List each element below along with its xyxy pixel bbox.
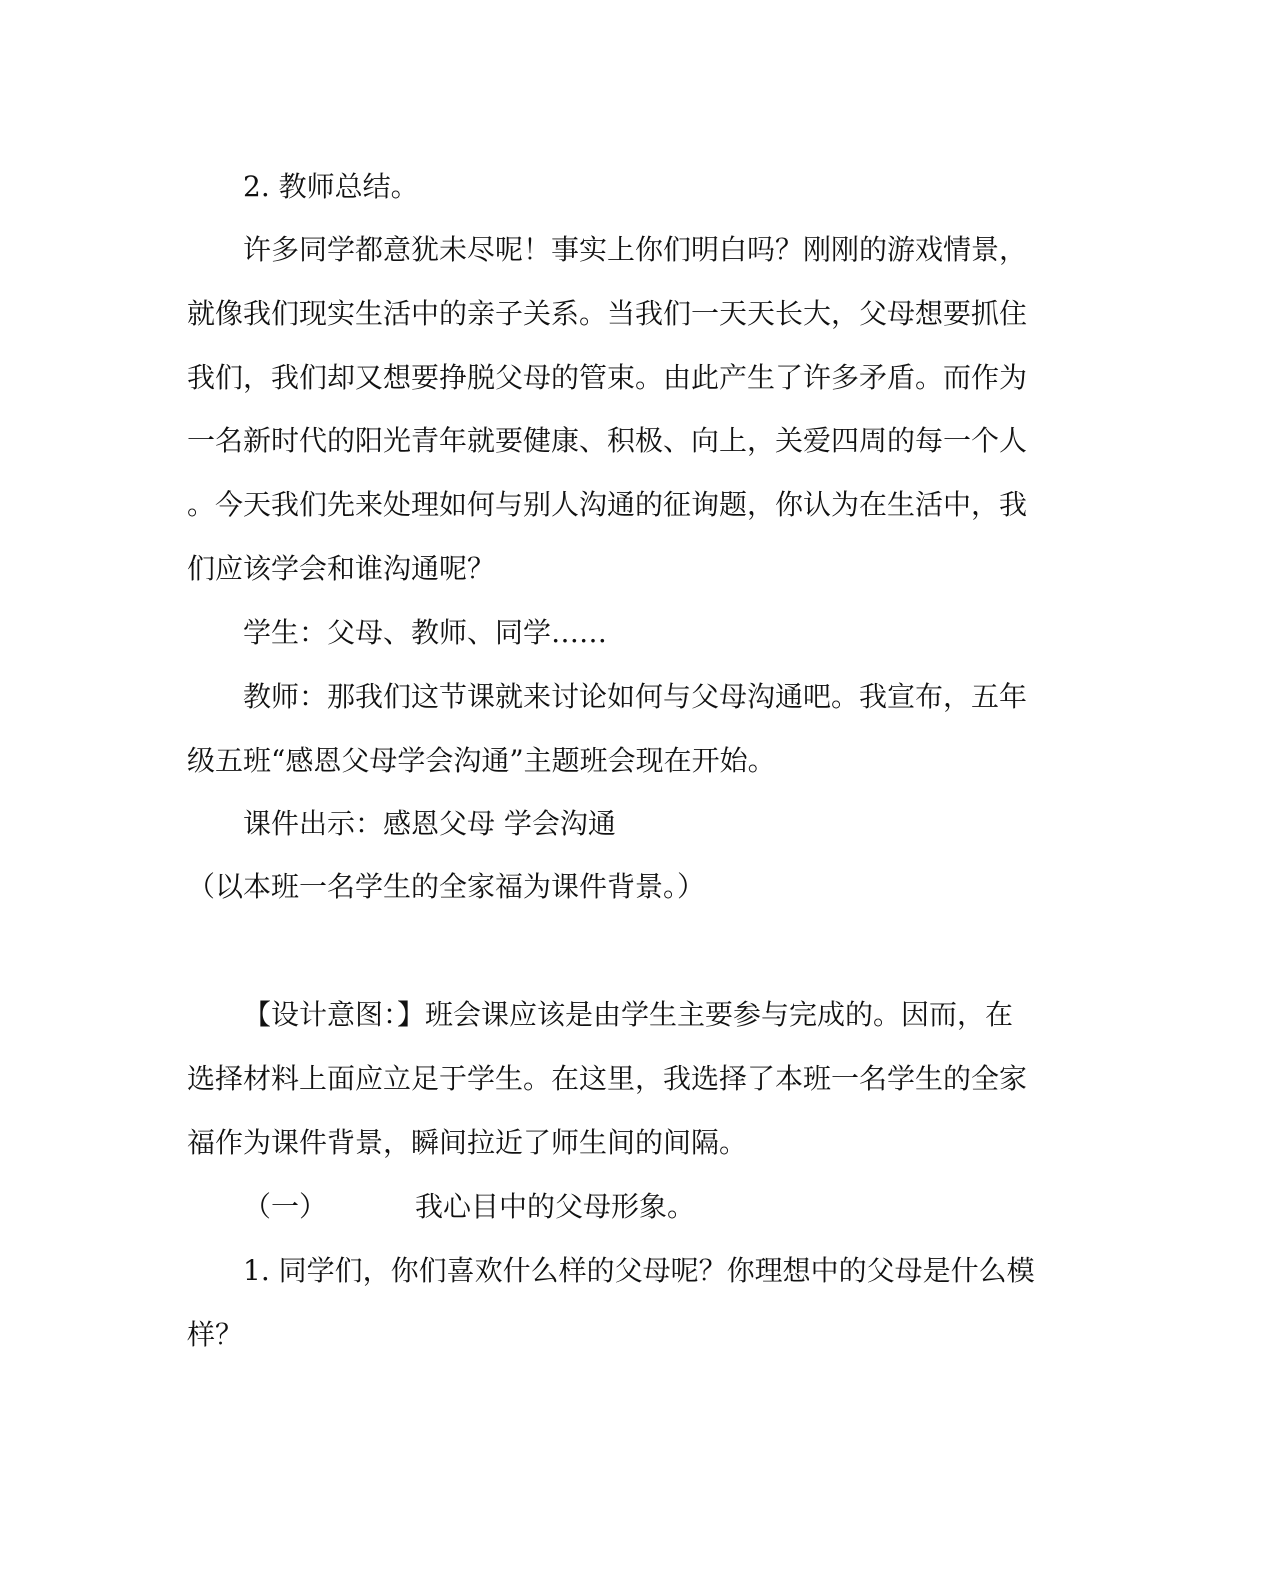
section-title: 我心目中的父母形象。 [415,1190,696,1223]
courseware-display: 课件出示：感恩父母 学会沟通 [243,807,616,840]
paragraph-line: 我们，我们却又想要挣脱父母的管束。由此产生了许多矛盾。而作为 [187,361,1028,394]
paragraph-line: 一名新时代的阳光青年就要健康、积极、向上，关爱四周的每一个人 [187,424,1028,457]
paragraph-line: 许多同学都意犹未尽呢！事实上你们明白吗？刚刚的游戏情景， [243,233,1028,266]
section-number: （一） [243,1190,328,1223]
paragraph-line: 们应该学会和谁沟通呢？ [187,552,496,585]
teacher-line: 级五班“感恩父母学会沟通”主题班会现在开始。 [187,744,776,777]
design-intent-line: 【设计意图：】班会课应该是由学生主要参与完成的。因而，在 [243,998,1014,1031]
paragraph-line: 就像我们现实生活中的亲子关系。当我们一天天长大，父母想要抓住 [187,297,1028,330]
design-intent-line: 福作为课件背景，瞬间拉近了师生间的间隔。 [187,1126,748,1159]
heading-teacher-summary: 2. 教师总结。 [243,170,419,203]
design-intent-line: 选择材料上面应立足于学生。在这里，我选择了本班一名学生的全家 [187,1062,1028,1095]
teacher-line: 教师：那我们这节课就来讨论如何与父母沟通吧。我宣布，五年 [243,680,1028,713]
question-line: 样？ [187,1318,244,1351]
question-line: 1. 同学们，你们喜欢什么样的父母呢？你理想中的父母是什么模 [243,1254,1035,1287]
courseware-note: （以本班一名学生的全家福为课件背景。） [187,870,706,903]
paragraph-line: 。今天我们先来处理如何与别人沟通的征询题，你认为在生活中，我 [187,488,1028,521]
student-reply: 学生：父母、教师、同学…… [243,616,608,649]
